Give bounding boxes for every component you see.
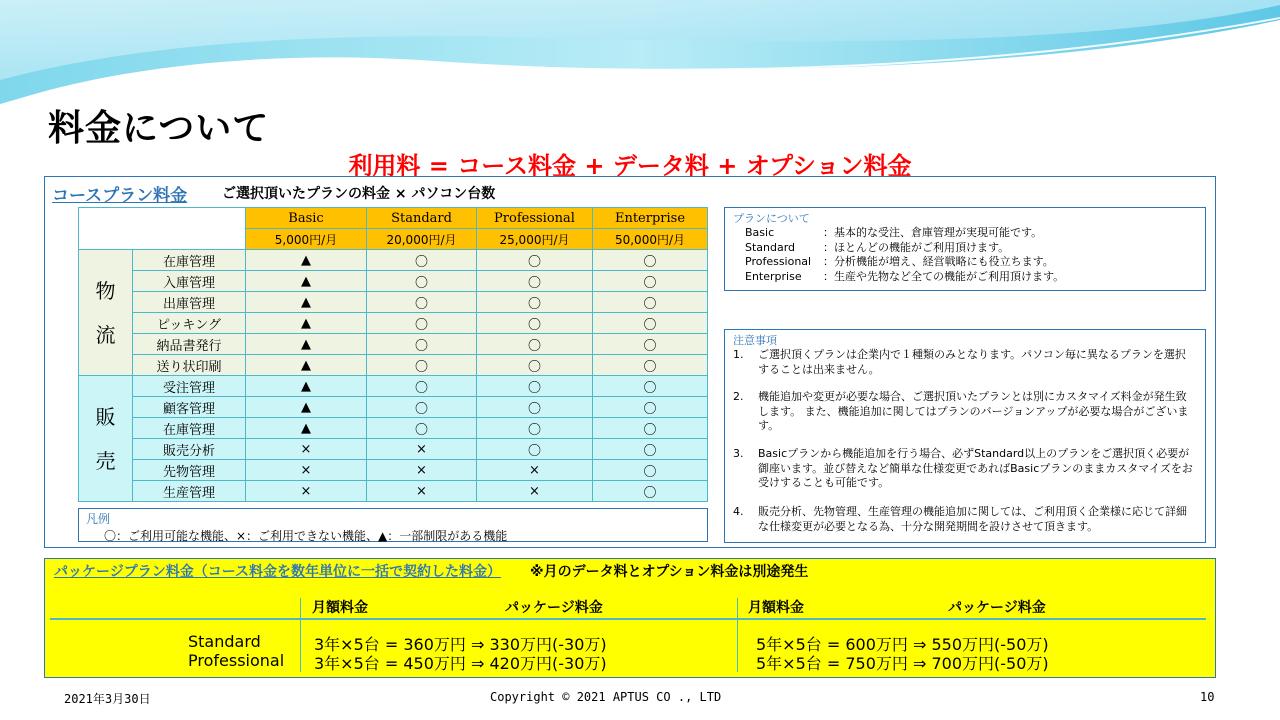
- feature-row: [79, 271, 708, 292]
- page-title: 料金について: [48, 108, 270, 149]
- plan-info-desc: ：基本的な受注、倉庫管理が実現可能です。: [823, 226, 1043, 239]
- circle-mark: 〇: [367, 313, 477, 334]
- circle-mark: 〇: [593, 271, 708, 292]
- note-text: 販売分析、先物管理、生産管理の機能追加に関しては、ご利用頂く企業様に応じて詳細な仕様変更が必要となる為、十分な開発期間を設けさせて頂きます。: [758, 505, 1187, 533]
- feature-name: 出庫管理: [133, 292, 246, 313]
- circle-mark: 〇: [477, 250, 593, 271]
- package-plan-professional: Professional: [188, 651, 285, 670]
- plan-header-enterprise: Enterprise: [593, 208, 708, 229]
- package-header-monthly-1: 月額料金: [312, 600, 368, 616]
- triangle-mark: ▲: [246, 271, 367, 292]
- cross-mark: ×: [367, 481, 477, 502]
- circle-mark: 〇: [367, 376, 477, 397]
- footer-page-number: 10: [1200, 690, 1215, 704]
- plan-info-list: [745, 226, 1064, 284]
- circle-mark: 〇: [367, 397, 477, 418]
- feature-name: 顧客管理: [133, 397, 246, 418]
- plan-info-name: Professional: [745, 255, 812, 268]
- header-blank: [79, 208, 246, 250]
- feature-row: [79, 292, 708, 313]
- plan-info-desc: ：ほとんどの機能がご利用頂けます。: [823, 240, 1010, 254]
- note-item-3: [733, 447, 1195, 491]
- notes-title: 注意事項: [733, 334, 777, 347]
- circle-mark: 〇: [593, 397, 708, 418]
- cross-mark: ×: [246, 460, 367, 481]
- plan-price-standard: 20,000円/月: [367, 229, 477, 250]
- circle-mark: 〇: [367, 418, 477, 439]
- plan-info-name: Basic: [745, 226, 775, 239]
- feature-name: 生産管理: [133, 481, 246, 502]
- feature-row: [79, 460, 708, 481]
- plan-info-title: プランについて: [733, 212, 810, 225]
- circle-mark: 〇: [593, 250, 708, 271]
- plan-header-basic: Basic: [246, 208, 367, 229]
- package-column-divider: [300, 598, 301, 672]
- package-value-3yr-professional: 3年×5台 = 450万円 ⇒ 420万円(-30万): [314, 654, 607, 673]
- plan-info-item: [745, 270, 1064, 285]
- circle-mark: 〇: [593, 355, 708, 376]
- plan-info-item: [745, 255, 1064, 270]
- feature-name: 先物管理: [133, 460, 246, 481]
- package-plan-standard: Standard: [188, 632, 261, 651]
- circle-mark: 〇: [593, 481, 708, 502]
- feature-row: [79, 439, 708, 460]
- circle-mark: 〇: [477, 376, 593, 397]
- circle-mark: 〇: [477, 313, 593, 334]
- circle-mark: 〇: [477, 439, 593, 460]
- circle-mark: 〇: [367, 271, 477, 292]
- cross-mark: ×: [246, 439, 367, 460]
- package-value-5yr-standard: 5年×5台 = 600万円 ⇒ 550万円(-50万): [756, 635, 1049, 654]
- circle-mark: 〇: [593, 376, 708, 397]
- package-header-package-2: パッケージ料金: [948, 600, 1046, 616]
- group-label-char: 売: [95, 448, 116, 473]
- feature-row: [79, 397, 708, 418]
- note-text: 機能追加や変更が必要な場合、ご選択頂いたプランとは別にカスタマイズ料金が発生致します。 また、機能追加に関してはプランのバージョンアップが必要な場合がございます。: [758, 390, 1189, 432]
- note-number: 3.: [733, 447, 744, 460]
- triangle-mark: ▲: [246, 292, 367, 313]
- note-text: ご選択頂くプランは企業内で１種類のみとなります。パソコン毎に異なるプランを選択することは出来ません。: [758, 348, 1186, 376]
- circle-mark: 〇: [477, 292, 593, 313]
- circle-mark: 〇: [593, 418, 708, 439]
- note-item-2: [733, 390, 1195, 434]
- plan-header-professional: Professional: [477, 208, 593, 229]
- plan-feature-table: [78, 207, 708, 502]
- cross-mark: ×: [367, 460, 477, 481]
- circle-mark: 〇: [477, 418, 593, 439]
- triangle-mark: ▲: [246, 334, 367, 355]
- logistics-group: [79, 250, 708, 376]
- legend-title: 凡例: [86, 512, 111, 526]
- circle-mark: 〇: [593, 460, 708, 481]
- package-plan-title: パッケージプラン料金（コース料金を数年単位に一括で契約した料金）: [54, 564, 502, 580]
- note-item-1: [733, 348, 1195, 377]
- feature-row: [79, 481, 708, 502]
- feature-row: [79, 334, 708, 355]
- sales-group: [79, 376, 708, 502]
- package-column-divider: [737, 598, 738, 672]
- pricing-formula: 利用料 = コース料金 + データ料 + オプション料金: [348, 152, 912, 180]
- circle-mark: 〇: [593, 439, 708, 460]
- plan-price-enterprise: 50,000円/月: [593, 229, 708, 250]
- circle-mark: 〇: [593, 334, 708, 355]
- cross-mark: ×: [477, 481, 593, 502]
- footer-date: 2021年3月30日: [64, 692, 151, 706]
- package-header-package-1: パッケージ料金: [505, 600, 603, 616]
- package-value-3yr-standard: 3年×5台 = 360万円 ⇒ 330万円(-30万): [314, 635, 607, 654]
- feature-name: 入庫管理: [133, 271, 246, 292]
- cross-mark: ×: [367, 439, 477, 460]
- course-plan-title: コースプラン料金: [52, 186, 188, 206]
- circle-mark: 〇: [593, 292, 708, 313]
- circle-mark: 〇: [477, 271, 593, 292]
- footer-copyright: Copyright © 2021 APTUS CO ., LTD: [490, 690, 722, 704]
- group-label: [79, 250, 133, 376]
- triangle-mark: ▲: [246, 418, 367, 439]
- group-label: [79, 376, 133, 502]
- package-divider: [50, 618, 1206, 620]
- package-value-5yr-professional: 5年×5台 = 750万円 ⇒ 700万円(-50万): [756, 654, 1049, 673]
- feature-row: [79, 313, 708, 334]
- triangle-mark: ▲: [246, 355, 367, 376]
- circle-mark: 〇: [477, 334, 593, 355]
- plan-info-desc: ：生産や先物など全ての機能がご利用頂けます。: [823, 269, 1065, 283]
- circle-mark: 〇: [477, 355, 593, 376]
- feature-row: [79, 418, 708, 439]
- feature-name: 受注管理: [133, 376, 246, 397]
- circle-mark: 〇: [367, 292, 477, 313]
- cross-mark: ×: [246, 481, 367, 502]
- group-label-char: 物: [95, 278, 116, 303]
- feature-name: 在庫管理: [133, 418, 246, 439]
- plan-info-item: [745, 226, 1064, 241]
- circle-mark: 〇: [477, 397, 593, 418]
- circle-mark: 〇: [593, 313, 708, 334]
- plan-header-standard: Standard: [367, 208, 477, 229]
- plan-price-professional: 25,000円/月: [477, 229, 593, 250]
- note-item-4: [733, 505, 1195, 534]
- note-number: 4.: [733, 505, 744, 518]
- triangle-mark: ▲: [246, 313, 367, 334]
- triangle-mark: ▲: [246, 397, 367, 418]
- plan-info-name: Enterprise: [745, 269, 802, 283]
- course-plan-subtitle: ご選択頂いたプランの料金 × パソコン台数: [222, 186, 496, 202]
- feature-name: 在庫管理: [133, 250, 246, 271]
- legend-text: 〇：ご利用可能な機能、×：ご利用できない機能、▲：一部制限がある機能: [104, 529, 508, 543]
- group-label-char: 販: [95, 404, 116, 429]
- plan-info-name: Standard: [745, 240, 796, 254]
- feature-name: 送り状印刷: [133, 355, 246, 376]
- circle-mark: 〇: [367, 250, 477, 271]
- plan-info-desc: ：分析機能が増え、経営戦略にも役立ちます。: [823, 255, 1054, 268]
- feature-row: [79, 376, 708, 397]
- circle-mark: 〇: [367, 334, 477, 355]
- feature-row: [79, 250, 708, 271]
- note-text: Basicプランから機能追加を行う場合、必ずStandard以上のプランをご選択頂く必要が御座います。並び替えなど簡単な仕様変更であればBasicプランのままカスタマイズをお受けすることも可能です。: [758, 447, 1193, 489]
- feature-name: ピッキング: [133, 313, 246, 334]
- note-number: 1.: [733, 348, 744, 361]
- group-label-char: 流: [95, 322, 116, 347]
- triangle-mark: ▲: [246, 250, 367, 271]
- plan-info-item: [745, 241, 1064, 256]
- package-header-monthly-2: 月額料金: [748, 600, 804, 616]
- plan-price-basic: 5,000円/月: [246, 229, 367, 250]
- feature-row: [79, 355, 708, 376]
- note-number: 2.: [733, 390, 744, 403]
- feature-name: 販売分析: [133, 439, 246, 460]
- circle-mark: 〇: [367, 355, 477, 376]
- triangle-mark: ▲: [246, 376, 367, 397]
- package-plan-note: ※月のデータ料とオプション料金は別途発生: [530, 564, 809, 580]
- feature-name: 納品書発行: [133, 334, 246, 355]
- cross-mark: ×: [477, 460, 593, 481]
